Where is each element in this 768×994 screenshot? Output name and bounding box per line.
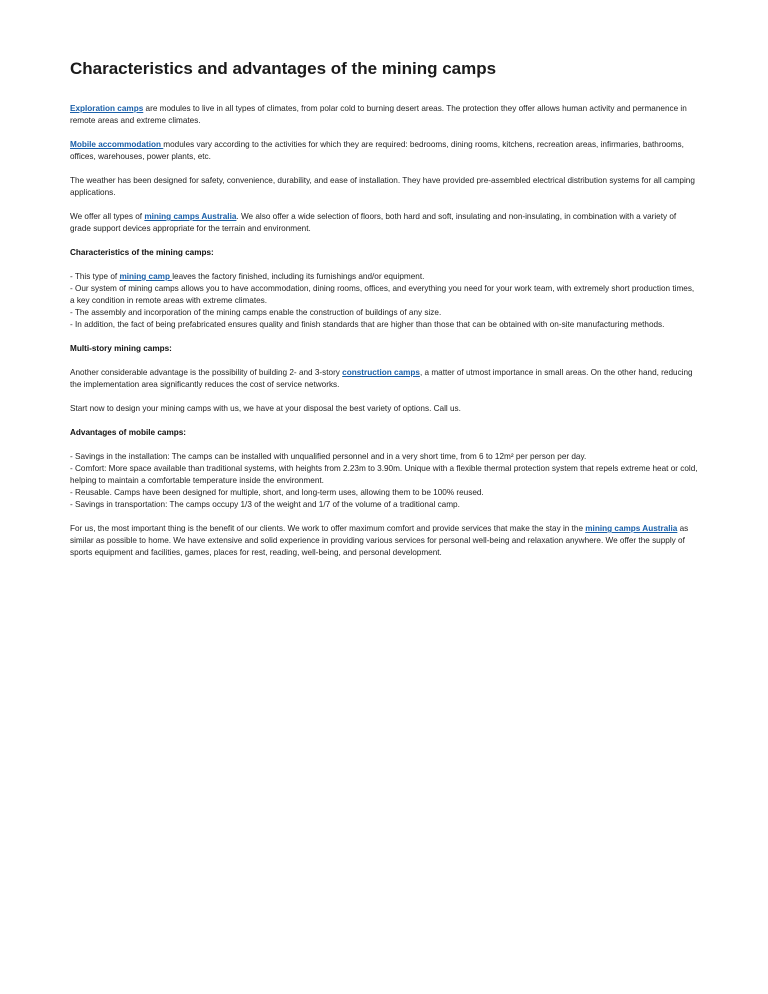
paragraph-text: For us, the most important thing is the benefit of our clients. We work to offer maximum comfort and provide services that make the stay in the [70,524,586,533]
link-mining-camps-australia[interactable]: mining camps Australia [144,212,237,221]
list-item: - Savings in the installation: The camps can be installed with unqualified personnel and in a very short time, from 6 to 12m² per person per day. [70,452,587,461]
page-title: Characteristics and advantages of the mining camps [70,59,497,78]
link-mining-camp[interactable]: mining camp [119,272,173,281]
list-item: - Comfort: More space available than traditional systems, with heights from 2.23m to 3.90m. Unique with a flexible thermal protection system that repels extreme heat or cold, helping to maintain a comfortable temperature inside the environment. [70,464,698,485]
list-item: - In addition, the fact of being prefabricated ensures quality and finish standards that are higher than those that can be obtained with on-site manufacturing methods. [70,320,665,329]
list-item: - Savings in transportation: The camps occupy 1/3 of the weight and 1/7 of the volume of a traditional camp. [70,500,460,509]
link-construction-camps[interactable]: construction camps [342,368,420,377]
list-characteristics [70,271,698,331]
paragraph-multi-story [70,367,698,391]
heading-multi-story: Multi-story mining camps: [70,344,172,353]
link-mobile-accommodation[interactable]: Mobile accommodation [70,140,164,149]
link-mining-camps-australia-2[interactable]: mining camps Australia [585,524,678,533]
list-advantages [70,451,698,511]
paragraph-exploration-camps [70,103,698,127]
paragraph-text: . We also offer a wide selection of floors, both hard and soft, insulating and non-insulating, in combination with a variety of grade support devices appropriate for the terrain and environment. [70,212,677,233]
paragraph-mobile-accommodation [70,139,698,163]
heading-characteristics: Characteristics of the mining camps: [70,248,214,257]
list-item-text: leaves the factory finished, including its furnishings and/or equipment. [172,272,425,281]
link-exploration-camps[interactable]: Exploration camps [70,104,144,113]
paragraph-text: , a matter of utmost importance in small areas. On the other hand, reducing the implementation area significantly reduces the cost of service networks. [70,368,693,389]
paragraph-clients [70,523,698,559]
paragraph-call-us: Start now to design your mining camps with us, we have at your disposal the best variety of options. Call us. [70,404,461,413]
paragraph-text: We offer all types of [70,212,145,221]
list-item [70,271,698,283]
paragraph-text: modules vary according to the activities for which they are required: bedrooms, dining rooms, kitchens, recreation areas, infirmaries, bathrooms, offices, warehouses, power plants, etc. [70,140,684,161]
paragraph-text: as similar as possible to home. We have extensive and solid experience in providing various services for personal well-being and relaxation anywhere. We offer the supply of sports equipment and facilities, games, places for rest, reading, well-being, and personal development. [70,524,689,557]
paragraph-text: are modules to live in all types of climates, from polar cold to burning desert areas. The protection they offer allows human activity and permanence in remote areas and extreme climates. [70,104,687,125]
list-item: - Reusable. Camps have been designed for multiple, short, and long-term uses, allowing them to be 100% reused. [70,488,484,497]
list-item-text: - This type of [70,272,120,281]
list-item: - The assembly and incorporation of the mining camps enable the construction of buildings of any size. [70,308,442,317]
paragraph-text: Another considerable advantage is the possibility of building 2- and 3-story [70,368,343,377]
list-item: - Our system of mining camps allows you to have accommodation, dining rooms, offices, and everything you need for your work team, with extremely short production times, a key condition in remote areas with extreme climates. [70,284,695,305]
paragraph-weather: The weather has been designed for safety, convenience, durability, and ease of installation. They have provided pre-assembled electrical distribution systems for all camping applications. [70,176,695,197]
paragraph-offer [70,211,698,235]
heading-advantages: Advantages of mobile camps: [70,428,187,437]
